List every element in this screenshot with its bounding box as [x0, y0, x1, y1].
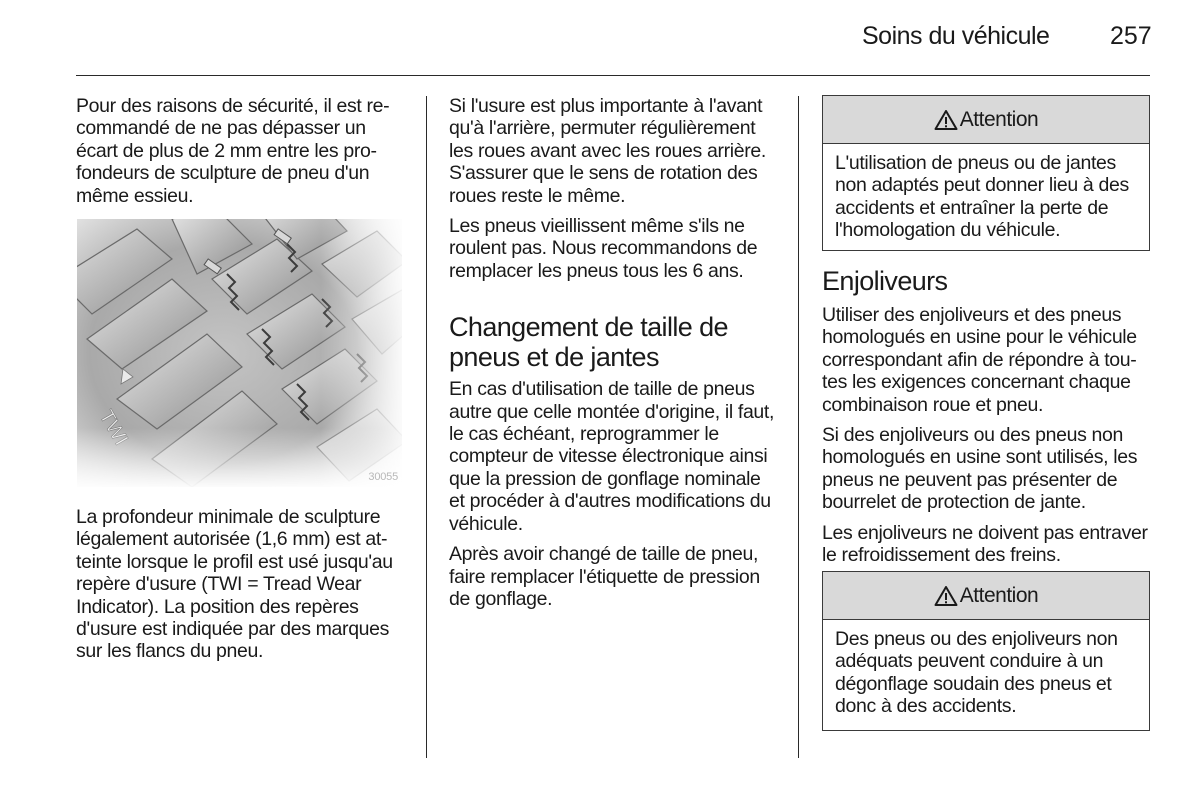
- warning-header: [823, 572, 1149, 620]
- column-divider-2: [798, 96, 799, 758]
- paragraph-rotate-wheels: Si l'usure est plus importante à l'avant qu'à l'arrière, permuter régulièrement les roues avant avec les roues arrière. S'assurer que le sens de rotation des roues reste le même.: [449, 95, 766, 207]
- column-1: [76, 95, 406, 207]
- column-divider-1: [426, 96, 427, 758]
- warning-triangle-icon: [934, 585, 958, 607]
- warning-title: Attention: [959, 107, 1039, 131]
- paragraph-pressure-label: Après avoir changé de taille de pneu, faire remplacer l'étiquette de pression de gonflage.: [449, 543, 760, 610]
- figure-number: 30055: [368, 471, 398, 483]
- column-3: [822, 266, 1152, 566]
- column-1-lower: [76, 506, 406, 663]
- column-2: [449, 95, 781, 610]
- warning-triangle-icon: [934, 109, 958, 131]
- tire-tread-illustration-icon: [77, 219, 402, 487]
- warning-box-2: [822, 571, 1150, 731]
- paragraph-non-approved: Si des enjoliveurs ou des pneus non homologués en usine sont utilisés, les pneus ne peuvent pas présenter de bourrelet de protection de jante.: [822, 424, 1138, 514]
- paragraph-tire-aging: Les pneus vieillissent même s'ils ne roulent pas. Nous recommandons de remplacer les pneus tous les 6 ans.: [449, 215, 758, 282]
- warning-text: Des pneus ou des enjoliveurs non adéquats peuvent conduire à un dégonflage soudain des pneus et donc à des accidents.: [835, 628, 1118, 718]
- section-title: Soins du véhicule: [862, 22, 1050, 50]
- paragraph-brake-cooling: Les enjoliveurs ne doivent pas entraver le refroidissement des freins.: [822, 521, 1148, 567]
- paragraph-approved-hubcaps: Utiliser des enjoliveurs et des pneus homologués en usine pour le véhicule correspondant afin de répondre à toutes les exigences concernant chaque combinaison roue et pneu.: [822, 304, 1137, 416]
- page-number: 257: [1110, 22, 1152, 50]
- warning-box-1: [822, 95, 1150, 251]
- heading-hubcaps: Enjoliveurs: [822, 266, 948, 296]
- paragraph-tread-difference: Pour des raisons de sécurité, il est recommandé de ne pas dépasser un écart de plus de 2 mm entre les profondeurs de sculpture de pneu d'un même essieu.: [76, 95, 390, 207]
- warning-title: Attention: [959, 583, 1039, 607]
- warning-header: [823, 96, 1149, 144]
- paragraph-minimum-depth: La profondeur minimale de sculpture légalement autorisée (1,6 mm) est atteinte lorsque le profil est usé jusqu'au repère d'usure (TWI = Tread Wear Indicator). La position des repères d'usure est indiquée par des marques sur les flancs du pneu.: [76, 506, 393, 663]
- heading-size-change: Changement de taille de pneus et de jantes: [449, 312, 728, 373]
- warning-text: L'utilisation de pneus ou de jantes non adaptés peut donner lieu à des accidents et entraîner la perte de l'homologation du véhicule.: [835, 152, 1129, 242]
- paragraph-size-change: En cas d'utilisation de taille de pneus autre que celle montée d'origine, il faut, le cas échéant, reprogrammer le compteur de vitesse électronique ainsi que la pression de gonflage nominale et procéder à d'autres modifications du véhicule.: [449, 378, 775, 535]
- header-divider: [76, 75, 1150, 76]
- tire-tread-figure: [77, 219, 402, 487]
